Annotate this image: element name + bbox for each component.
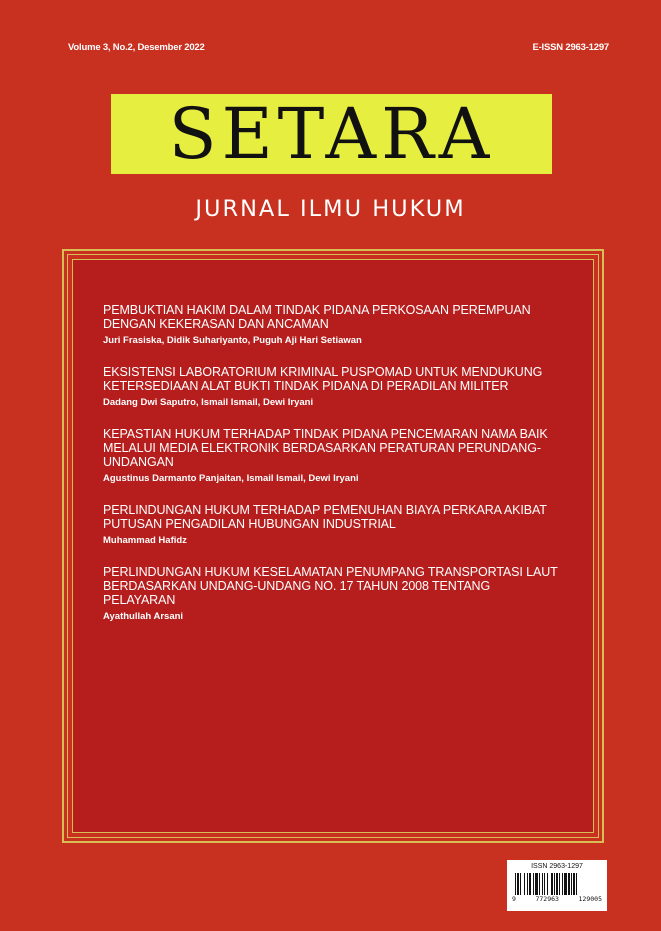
article-item — [103, 503, 563, 546]
journal-title: SETARA — [168, 93, 495, 175]
article-authors: Agustinus Darmanto Panjaitan, Ismail Ismail, Dewi Iryani — [103, 473, 359, 484]
article-title: PEMBUKTIAN HAKIM DALAM TINDAK PIDANA PERKOSAAN PEREMPUAN DENGAN KEKERASAN DAN ANCAMAN — [103, 303, 531, 331]
article-item — [103, 365, 563, 408]
article-list — [103, 303, 563, 641]
eissn-info: E-ISSN 2963-1297 — [532, 42, 609, 53]
article-item — [103, 303, 563, 346]
barcode-numbers — [510, 895, 604, 903]
barcode-group1: 772963 — [535, 895, 559, 903]
article-authors: Muhammad Hafidz — [103, 535, 187, 546]
barcode-issn: ISSN 2963-1297 — [531, 863, 583, 870]
article-title: PERLINDUNGAN HUKUM TERHADAP PEMENUHAN BIAYA PERKARA AKIBAT PUTUSAN PENGADILAN HUBUNGAN INDUSTRIAL — [103, 503, 547, 531]
article-title: KEPASTIAN HUKUM TERHADAP TINDAK PIDANA PENCEMARAN NAMA BAIK MELALUI MEDIA ELEKTRONIK BERDASARKAN PERATURAN PERUNDANG-UNDANGAN — [103, 427, 548, 469]
article-title: PERLINDUNGAN HUKUM KESELAMATAN PENUMPANG TRANSPORTASI LAUT BERDASARKAN UNDANG-UNDANG NO. 17 TAHUN 2008 TENTANG PELAYARAN — [103, 565, 558, 607]
volume-info: Volume 3, No.2, Desember 2022 — [68, 42, 205, 53]
article-title: EKSISTENSI LABORATORIUM KRIMINAL PUSPOMAD UNTUK MENDUKUNG KETERSEDIAAN ALAT BUKTI TINDAK PIDANA DI PERADILAN MILITER — [103, 365, 543, 393]
article-item — [103, 427, 563, 484]
article-authors: Dadang Dwi Saputro, Ismail Ismail, Dewi Iryani — [103, 397, 314, 408]
article-authors: Juri Frasiska, Didik Suhariyanto, Puguh Aji Hari Setiawan — [103, 335, 362, 346]
article-item — [103, 565, 563, 622]
barcode-prefix: 9 — [512, 895, 516, 903]
article-authors: Ayathullah Arsani — [103, 611, 184, 622]
journal-subtitle: JURNAL ILMU HUKUM — [195, 196, 466, 222]
barcode-icon — [514, 873, 600, 895]
barcode-group2: 129005 — [578, 895, 602, 903]
barcode-box — [507, 860, 607, 911]
